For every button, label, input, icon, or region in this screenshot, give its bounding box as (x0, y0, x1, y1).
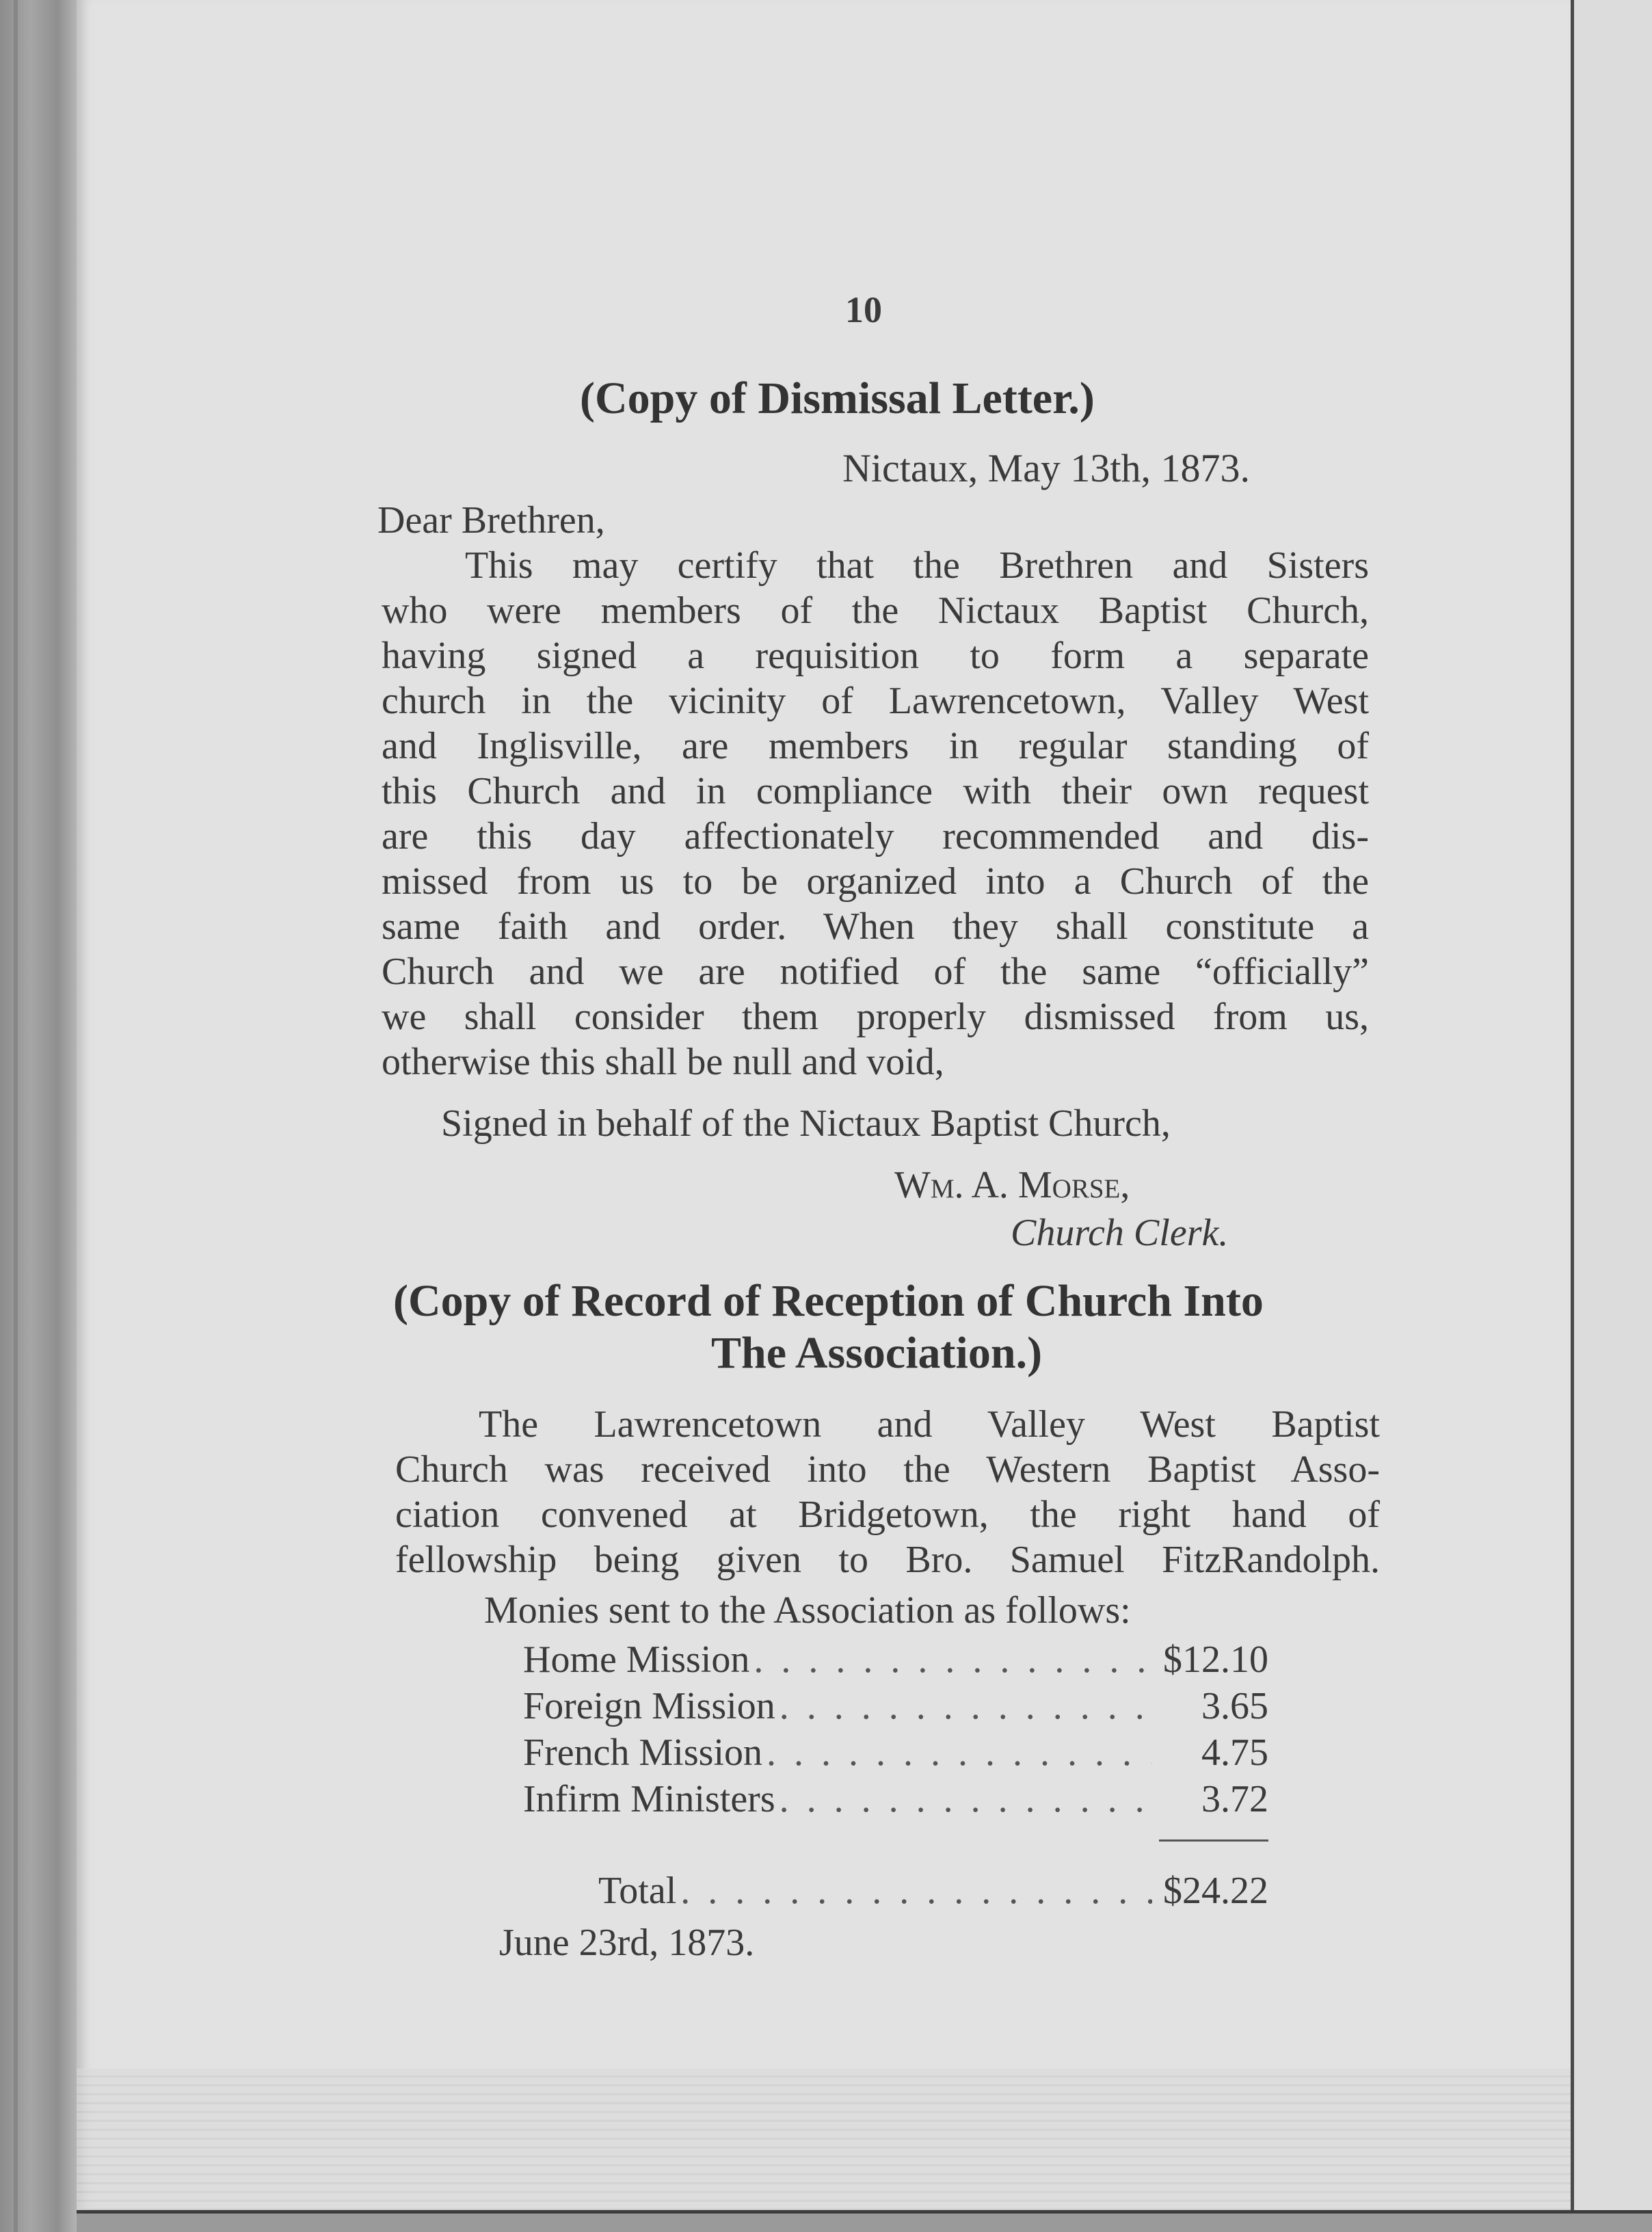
letter-line: Church and we are notified of the same “officially” (382, 951, 1369, 993)
dot-leader (749, 1637, 1152, 1682)
total-label: Total (598, 1870, 677, 1912)
letter-salutation: Dear Brethren, (377, 499, 605, 542)
dot-leader (676, 1868, 1152, 1913)
monies-row (523, 1730, 1268, 1775)
letter-line: who were members of the Nictaux Baptist Church, (382, 589, 1369, 632)
record-line: fellowship being given to Bro. Samuel FitzRandolph. (395, 1539, 1380, 1581)
record-line: The Lawrencetown and Valley West Baptist (479, 1403, 1380, 1446)
dot-leader (775, 1684, 1152, 1729)
record-line: Church was received into the Western Baptist Asso- (395, 1448, 1380, 1491)
letter-line: church in the vicinity of Lawrencetown, Valley West (382, 680, 1369, 722)
adjacent-page (1571, 0, 1652, 2232)
total-row (598, 1868, 1268, 1913)
page-number: 10 (845, 289, 882, 330)
letter-line: This may certify that the Brethren and Sisters (465, 544, 1369, 587)
book-binding-strip (0, 0, 77, 2232)
monies-row (523, 1637, 1268, 1682)
letter-place-date: Nictaux, May 13th, 1873. (842, 446, 1251, 490)
monies-label: French Mission (523, 1731, 762, 1774)
letter-line: and Inglisville, are members in regular standing of (382, 725, 1369, 767)
letter-line: missed from us to be organized into a Church of the (382, 860, 1369, 903)
page-edges (77, 2069, 1571, 2216)
letter-line: same faith and order. When they shall constitute a (382, 905, 1369, 948)
letter-line: we shall consider them properly dismissed from us, (382, 996, 1369, 1038)
monies-row (523, 1777, 1268, 1822)
monies-label: Infirm Ministers (523, 1778, 775, 1820)
monies-intro: Monies sent to the Association as follows: (484, 1589, 1131, 1632)
record-heading-2: The Association.) (711, 1328, 1043, 1378)
record-heading: (Copy of Record of Reception of Church Into (393, 1276, 1264, 1326)
letter-line: this Church and in compliance with their own request (382, 770, 1369, 812)
total-rule (1159, 1839, 1268, 1842)
letter-line: otherwise this shall be null and void, (382, 1041, 944, 1083)
total-amount: $24.22 (1163, 1870, 1268, 1912)
letter-signatory-title: Church Clerk. (1011, 1212, 1229, 1254)
record-line: ciation convened at Bridgetown, the right hand of (395, 1493, 1380, 1536)
monies-amount: $12.10 (1163, 1638, 1268, 1681)
monies-amount: 3.72 (1201, 1778, 1268, 1820)
dot-leader (775, 1777, 1152, 1822)
monies-label: Home Mission (523, 1638, 750, 1681)
letter-line: are this day affectionately recommended and dis- (382, 815, 1369, 858)
monies-label: Foreign Mission (523, 1685, 775, 1727)
monies-row (523, 1684, 1268, 1729)
letter-line: having signed a requisition to form a separate (382, 635, 1369, 677)
scanner-bottom-edge (77, 2210, 1652, 2232)
record-date: June 23rd, 1873. (499, 1922, 755, 1964)
monies-amount: 4.75 (1201, 1731, 1268, 1774)
letter-heading: (Copy of Dismissal Letter.) (580, 373, 1095, 423)
monies-amount: 3.65 (1201, 1685, 1268, 1727)
letter-signed-line: Signed in behalf of the Nictaux Baptist Church, (441, 1102, 1171, 1145)
letter-signatory: Wm. A. Morse, (894, 1164, 1130, 1206)
dot-leader (762, 1730, 1152, 1775)
